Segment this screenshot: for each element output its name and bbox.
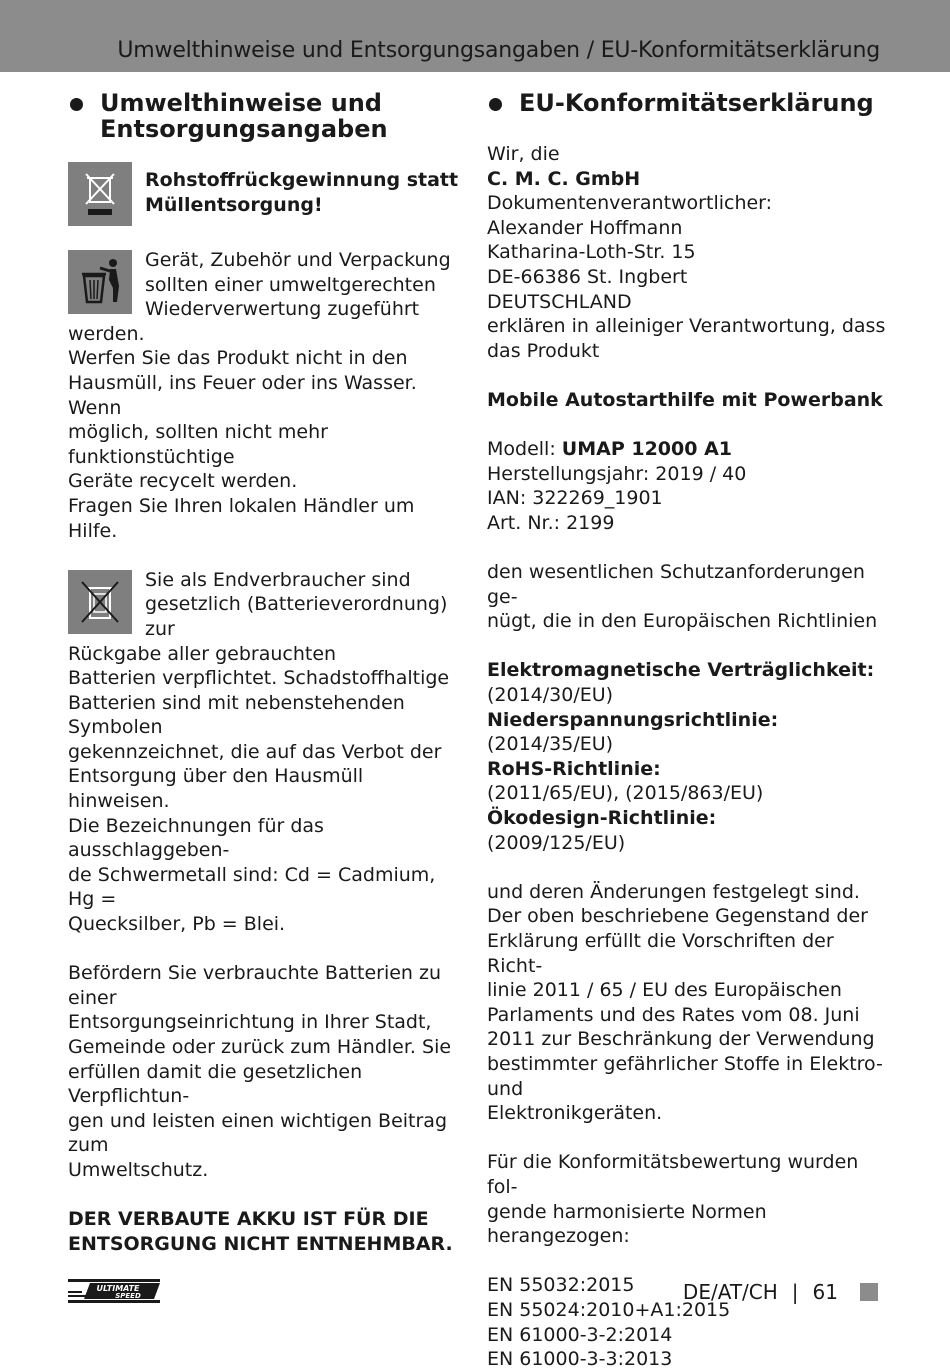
- text-line: sollten einer umweltgerechten: [145, 273, 436, 296]
- recycling-block: [68, 162, 463, 236]
- text-line: nügt, die in den Europäischen Richtlinien: [487, 610, 878, 633]
- text-line: Dokumentenverantwortlicher:: [487, 192, 773, 215]
- intro-line: Wir, die: [487, 143, 560, 165]
- battery-return-paragraph: [68, 961, 463, 1182]
- text-line: Elektronikgeräten.: [487, 1102, 663, 1125]
- text-line: Erklärung erfüllt die Vorschriften der Richt-: [487, 930, 834, 977]
- text-line: Herstellungsjahr: 2019 / 40: [487, 462, 747, 485]
- text-line: gekennzeichnet, die auf das Verbot der: [68, 740, 442, 763]
- text-line: bestimmter gefährlicher Stoffe in Elektro- und: [487, 1052, 883, 1100]
- norm-item: EN 61000-3-2:2014: [487, 1323, 673, 1346]
- text-line: Der oben beschriebene Gegenstand der: [487, 905, 868, 928]
- left-column: [68, 88, 463, 1256]
- recycling-title: Rohstoffrückgewinnung statt: [145, 169, 459, 191]
- norm-item: EN 61000-3-3:2013: [487, 1348, 673, 1371]
- text-line: Quecksilber, Pb = Blei.: [68, 913, 286, 936]
- text-line: Rückgabe aller gebrauchten: [68, 642, 337, 665]
- text-line: gende harmonisierte Normen herangezogen:: [487, 1200, 767, 1248]
- text-line: Für die Konformitätsbewertung wurden fol-: [487, 1151, 859, 1198]
- bullet-icon: [489, 98, 502, 111]
- text-line: gen und leisten einen wichtigen Beitrag zum: [68, 1109, 447, 1157]
- header-title: Umwelthinweise und Entsorgungsangaben / EU-Konformitätserklärung: [117, 38, 880, 63]
- logo-text: SPEED: [115, 1292, 141, 1300]
- warning-line: DER VERBAUTE AKKU IST FÜR DIE: [68, 1208, 429, 1231]
- text-line: Alexander Hoffmann: [487, 216, 683, 239]
- bullet-icon: [70, 98, 83, 111]
- right-column: [487, 88, 887, 1372]
- text-line: Parlaments und des Rates vom 08. Juni: [487, 1003, 860, 1026]
- text-line: Die Bezeichnungen für das ausschlaggeben-: [68, 814, 324, 862]
- page-header: [0, 0, 950, 72]
- directive-name: Elektromagnetische Verträglichkeit:: [487, 659, 875, 682]
- model-label: Modell:: [487, 438, 562, 461]
- company-name: C. M. C. GmbH: [487, 167, 641, 190]
- text-line: Umweltschutz.: [68, 1158, 209, 1181]
- text-line: Art. Nr.: 2199: [487, 511, 615, 534]
- section-heading-conformity: [487, 90, 887, 116]
- product-name: Mobile Autostarthilfe mit Powerbank: [487, 388, 883, 411]
- text-line: 2011 zur Beschränkung der Verwendung: [487, 1028, 875, 1051]
- section-heading-environment: [68, 90, 463, 142]
- footer-separator: |: [791, 1280, 799, 1304]
- crossed-out-battery-bin-icon: [68, 570, 132, 634]
- text-line: möglich, sollten nicht mehr funktionstüchtige: [68, 421, 328, 468]
- language-codes: DE/AT/CH: [682, 1280, 778, 1304]
- recycling-text-block: [68, 248, 463, 543]
- text-line: Hausmüll, ins Feuer oder ins Wasser. Wenn: [68, 371, 417, 419]
- directive-ref: (2014/30/EU): [487, 684, 614, 707]
- text-line: werden.: [68, 322, 145, 345]
- text-line: de Schwermetall sind: Cd = Cadmium, Hg =: [68, 863, 436, 911]
- battery-warning: [68, 1207, 463, 1256]
- directive-name: Niederspannungsrichtlinie:: [487, 708, 779, 731]
- text-line: das Produkt: [487, 339, 600, 362]
- recycling-title: Müllentsorgung!: [145, 193, 323, 216]
- text-line: Geräte recycelt werden.: [68, 470, 298, 493]
- model-line: [487, 437, 887, 462]
- text-line: Batterien verpflichtet. Schadstoffhaltige: [68, 667, 450, 690]
- person-trash-bin-icon: [68, 250, 132, 314]
- text-line: Batterien sind mit nebenstehenden Symbolen: [68, 691, 405, 739]
- directive-ref: (2014/35/EU): [487, 733, 614, 756]
- text-line: Fragen Sie Ihren lokalen Händler um Hilfe.: [68, 494, 415, 542]
- text-line: Sie als Endverbraucher sind: [145, 568, 411, 591]
- text-line: Werfen Sie das Produkt nicht in den: [68, 347, 408, 370]
- text-line: Gemeinde oder zurück zum Händler. Sie: [68, 1036, 452, 1058]
- page-footer: [683, 1280, 878, 1304]
- directive-name: Ökodesign-Richtlinie:: [487, 807, 717, 830]
- text-line: erklären in alleiniger Verantwortung, dass: [487, 315, 886, 338]
- text-line: Katharina-Loth-Str. 15: [487, 241, 696, 264]
- heading-line: Umwelthinweise und: [100, 89, 382, 117]
- model-value: UMAP 12000 A1: [561, 438, 733, 461]
- text-line: DEUTSCHLAND: [487, 290, 632, 313]
- directive-ref: (2009/125/EU): [487, 831, 626, 854]
- brand-logo: [68, 1277, 160, 1305]
- warning-line: ENTSORGUNG NICHT ENTNEHMBAR.: [68, 1232, 453, 1255]
- text-line: und deren Änderungen festgelegt sind.: [487, 880, 860, 903]
- text-line: gesetzlich (Batterieverordnung) zur: [145, 593, 448, 640]
- text-line: Wiederverwertung zugeführt: [145, 298, 420, 321]
- text-line: Entsorgungseinrichtung in Ihrer Stadt,: [68, 1011, 432, 1034]
- text-line: IAN: 322269_1901: [487, 487, 663, 510]
- square-marker-icon: [860, 1283, 878, 1301]
- text-line: den wesentlichen Schutzanforderungen ge-: [487, 561, 865, 608]
- battery-block: [68, 568, 463, 937]
- crossed-out-bin-icon: [68, 162, 132, 226]
- text-line: Entsorgung über den Hausmüll hinweisen.: [68, 765, 364, 813]
- text-line: DE-66386 St. Ingbert: [487, 265, 688, 288]
- text-line: erfüllen damit die gesetzlichen Verpflichtun-: [68, 1060, 363, 1108]
- text-line: Befördern Sie verbrauchte Batterien zu einer: [68, 962, 442, 1009]
- directive-ref: (2011/65/EU), (2015/863/EU): [487, 782, 764, 805]
- norm-item: EN 55032:2015: [487, 1274, 635, 1297]
- heading-line: EU-Konformitätserklärung: [519, 89, 874, 117]
- text-line: linie 2011 / 65 / EU des Europäischen: [487, 979, 842, 1002]
- directive-name: RoHS-Richtlinie:: [487, 757, 661, 780]
- page-number: 61: [812, 1280, 838, 1304]
- logo-text: ULTIMATE: [96, 1284, 140, 1293]
- norm-item: EN 55024:2010+A1:2015: [487, 1298, 731, 1321]
- text-line: Gerät, Zubehör und Verpackung: [145, 249, 451, 271]
- heading-line: Entsorgungsangaben: [100, 115, 388, 143]
